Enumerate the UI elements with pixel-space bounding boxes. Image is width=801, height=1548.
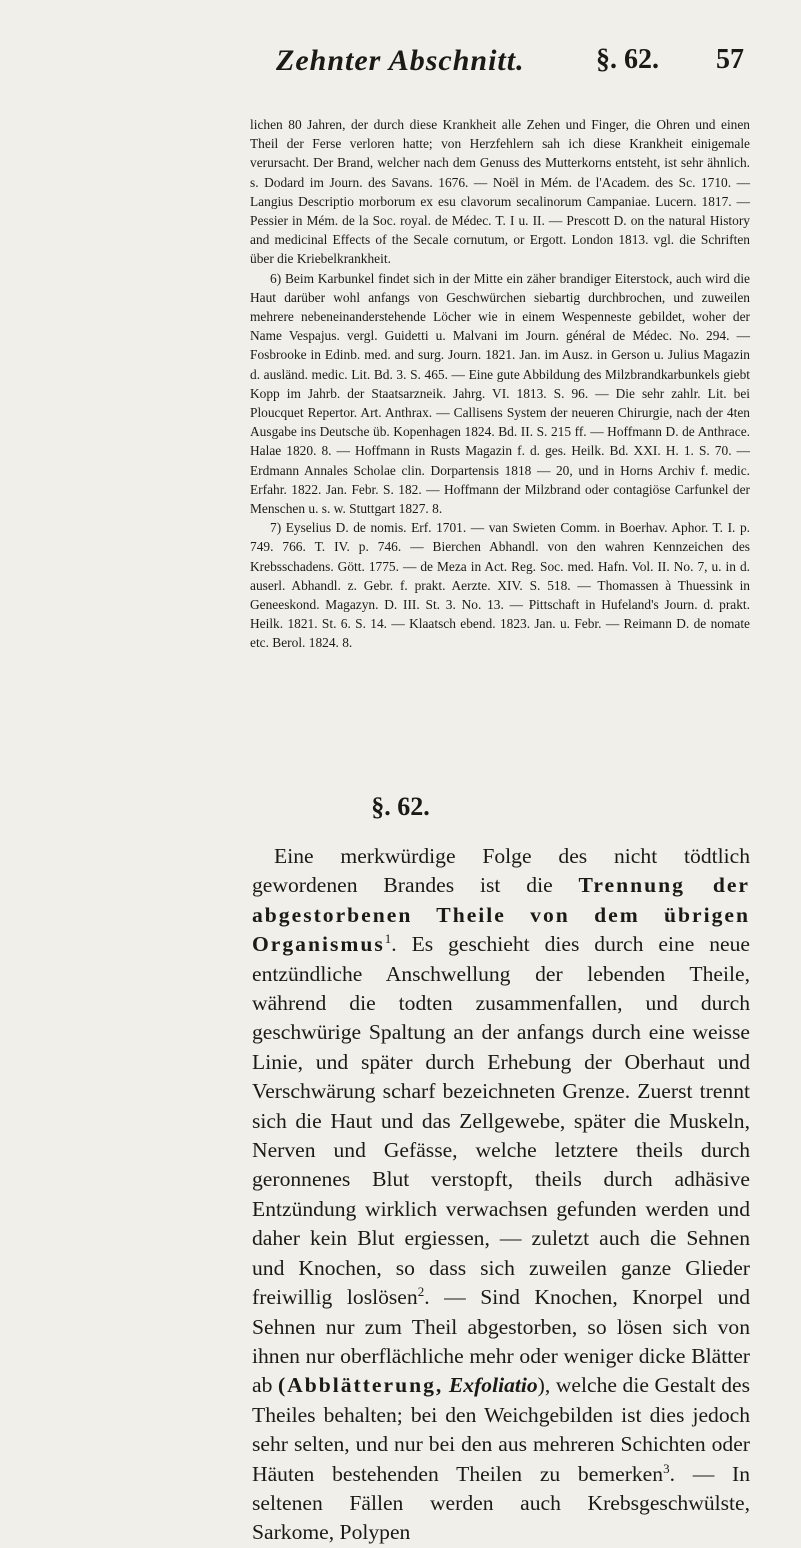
footnote-6: 6) Beim Karbunkel findet sich in der Mitte ein zäher brandiger Eiterstock, auch wird die Haut darüber wohl anfangs von Geschwürchen siebartig durchbrochen, und zuweilen mehrere nebeneinanderstehende Löcher wie in einem Wespenneste gebildet, woher der Name Vespajus. vergl. Guidetti u. Malvani im Journ. général de Médec. No. 294. — Fosbrooke in Edinb. med. and surg. Journ. 1821. Jan. im Ausz. in Gerson u. Julius Magazin d. ausländ. medic. Lit. Bd. 3. S. 465. — Eine gute Abbildung des Milzbrandkarbunkels giebt Kopp im Jahrb. der Staatsarzneik. Jahrg. VI. 1813. S. 96. — Die sehr zahlr. Lit. bei Ploucquet Repertor. Art. Anthrax. — Callisens System der neueren Chirurgie, nach der 4ten Ausgabe ins Deutsche üb. Kopenhagen 1824. Bd. II. S. 215 ff. — Hoffmann D. de Anthrace. Halae 1820. 8. — Hoffmann in Rusts Magazin f. d. ges. Heilk. Bd. XXI. H. 1. S. 70. — Erdmann Annales Scholae clin. Dorpartensis 1818 — 20, und in Horns Archiv f. medic. Erfahr. 1822. Jan. Febr. S. 182. — Hoffmann der Milzbrand oder contagiöse Carfunkel der Menschen u. s. w. Stuttgart 1827. 8. <box>250 270 750 517</box>
emphasis-abblaetterung: (Abblätterung, <box>277 1373 444 1398</box>
section-marker: §. 62. <box>596 44 659 75</box>
footnote-ref-1[interactable]: 1 <box>384 931 392 947</box>
footnotes-block <box>250 115 750 653</box>
emphasis-exfoliatio: Exfoliatio <box>448 1373 538 1398</box>
page-number: 57 <box>716 44 744 75</box>
main-paragraph <box>252 842 750 1548</box>
running-header <box>276 44 744 88</box>
body-text-3: . — Sind Knochen, Knorpel und Sehnen nur zum Theil abgestorben, so lösen sich von ihnen nur oberflächliche mehr oder weniger dicke Blätter ab <box>252 1285 750 1398</box>
footnote-ref-2[interactable]: 2 <box>417 1283 425 1299</box>
body-text-5: . — In seltenen Fällen werden auch Krebsgeschwülste, Sarkome, Polypen <box>252 1461 750 1545</box>
footnote-ref-3[interactable]: 3 <box>663 1460 670 1476</box>
section-heading: §. 62. <box>371 792 430 821</box>
body-text-2: . Es geschieht dies durch eine neue entzündliche Anschwellung der lebenden Theile, während die todten zusammenfallen, und durch geschwürige Spaltung an der anfangs durch eine weisse Linie, und später durch Erhebung der Oberhaut und Verschwärung scharf bezeichneten Grenze. Zuerst trennt sich die Haut und das Zellgewebe, später die Muskeln, Nerven und Gefässe, welche letztere theils durch geronnenes Blut verstopft, theils durch adhäsive Entzündung wirklich verwachsen gefunden werden und daher kein Blut ergiessen, — zuletzt auch die Sehnen und Knochen, so dass sich zuweilen ganze Glieder freiwillig loslösen <box>252 932 750 1310</box>
footnote-continuation: lichen 80 Jahren, der durch diese Krankheit alle Zehen und Finger, die Ohren und einen Theil der Ferse verloren hatte; von Herzfehlern sah ich diese Krankheit einigemale verursacht. Der Brand, welcher nach dem Genuss des Mutterkorns entsteht, ist sehr ähnlich. s. Dodard im Journ. des Savans. 1676. — Noël in Mém. de l'Academ. des Sc. 1710. — Langius Descriptio morborum ex esu clavorum secalinorum Campaniae. Lucern. 1817. — Pessier in Mém. de la Soc. royal. de Médec. T. I u. II. — Prescott D. on the natural History and medicinal Effects of the Secale cornutum, or Ergott. London 1813. vgl. die Schriften über die Kriebelkrankheit. <box>250 117 750 267</box>
body-text-1: Eine merkwürdige Folge des nicht tödtlich gewordenen Brandes ist die <box>252 844 750 898</box>
emphasis-trennung: Trennung der abgestorbenen Theile von dem übrigen Organismus <box>252 873 751 957</box>
body-text-4: ), welche die Gestalt des Theiles behalten; bei den Weichgebilden ist dies jedoch sehr selten, und nur bei den aus mehreren Schichten oder Häuten bestehenden Theilen zu bemerken <box>252 1373 750 1486</box>
footnote-7: 7) Eyselius D. de nomis. Erf. 1701. — van Swieten Comm. in Boerhav. Aphor. T. I. p. 749. 766. T. IV. p. 746. — Bierchen Abhandl. von den wahren Kennzeichen des Krebsschadens. Gött. 1775. — de Meza in Act. Reg. Soc. med. Hafn. Vol. II. No. 7, u. in d. auserl. Abhandl. z. Gebr. f. prakt. Aerzte. XIV. S. 518. — Thomassen à Thuessink in Geneeskond. Magazyn. D. III. St. 3. No. 13. — Pittschaft in Hufeland's Journ. d. prakt. Heilk. 1821. St. 6. S. 14. — Klaatsch ebend. 1823. Jan. u. Febr. — Reimann D. de nomate etc. Berol. 1824. 8. <box>250 520 750 651</box>
chapter-title: Zehnter Abschnitt. <box>276 44 525 77</box>
